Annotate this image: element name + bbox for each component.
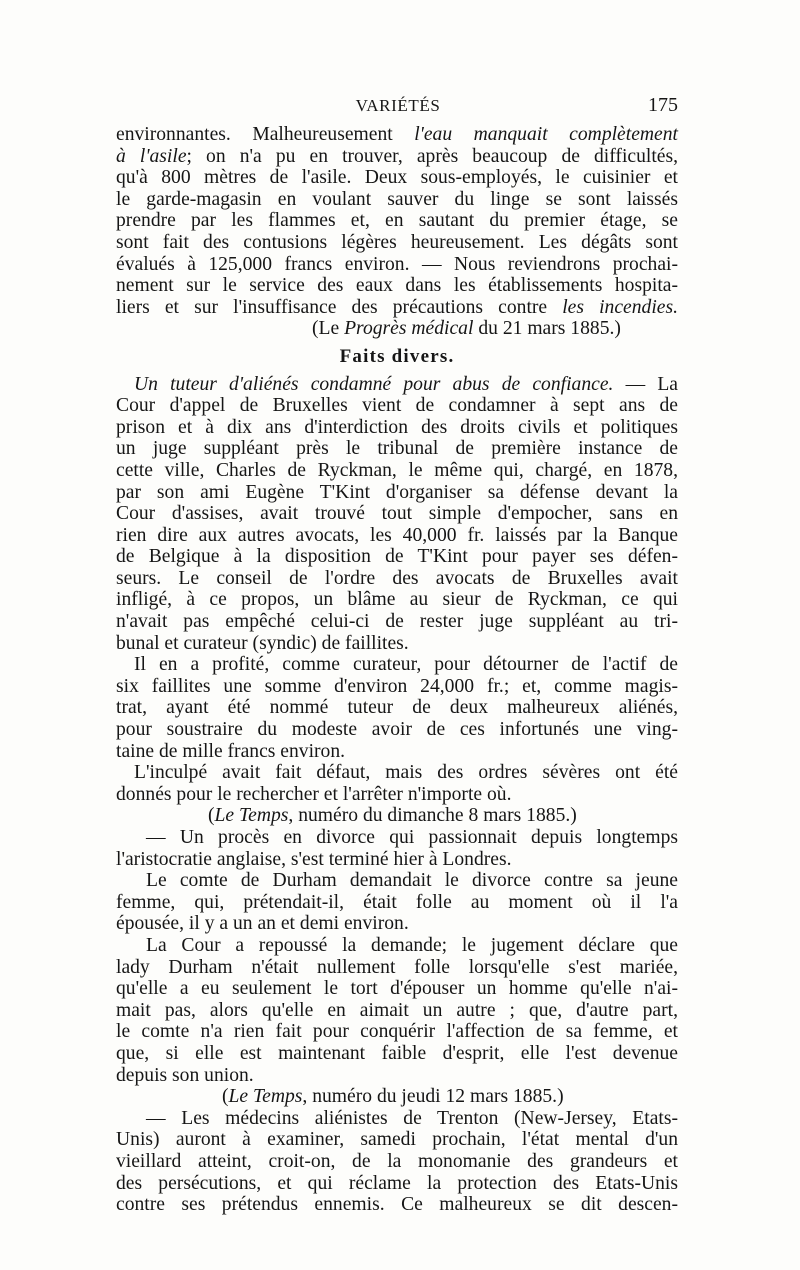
text-line: — Un procès en divorce qui passionnait depuis longtemps: [146, 827, 678, 848]
text-line: depuis son union.: [116, 1064, 254, 1086]
text-line: Le comte de Durham demandait le divorce contre sa jeune: [146, 870, 678, 892]
italic-run: l'eau manquait complètement: [414, 124, 678, 145]
text-run: environnantes. Malheureusement: [116, 124, 415, 145]
section-heading: Faits divers.: [339, 345, 455, 367]
italic-run: Progrès médical: [344, 318, 474, 340]
text-line: [116, 374, 678, 396]
italic-run: les incendies.: [562, 296, 678, 318]
italic-run: Un tuteur d'aliénés condamné pour abus de confiance.: [134, 373, 614, 395]
text-line: bunal et curateur (syndic) de faillites.: [116, 632, 409, 654]
text-line: cette ville, Charles de Ryckman, le même qui, chargé, en 1878,: [116, 459, 678, 481]
italic-run: Le Temps: [214, 805, 289, 827]
text-line: taine de mille francs environ.: [116, 740, 346, 762]
text-line: pour soustraire du modeste avoir de ces infortunés une ving-: [116, 719, 678, 741]
text-line: seurs. Le conseil de l'ordre des avocats de Bruxelles avait: [116, 567, 678, 589]
source-citation: [116, 805, 678, 827]
running-head: [118, 94, 678, 124]
text-line: femme, qui, prétendait-il, était folle au moment où il l'a: [116, 891, 678, 913]
text-run: ; on n'a pu en trouver, après beaucoup de difficultés,: [186, 145, 678, 167]
text-line: le garde-magasin en voulant sauver du linge se sont laissés: [116, 188, 678, 210]
text-line: que, si elle est maintenant faible d'esprit, elle l'est devenue: [116, 1042, 678, 1064]
text-run: , numéro du jeudi 12 mars 1885.): [302, 1086, 564, 1108]
italic-run: Le Temps: [228, 1086, 303, 1108]
text-line: Cour d'assises, avait trouvé tout simple d'empocher, sans en: [116, 503, 678, 525]
text-line: — Les médecins aliénistes de Trenton (New-Jersey, Etats-: [146, 1107, 678, 1129]
text-line: L'inculpé avait fait défaut, mais des ordres sévères ont été: [134, 762, 678, 784]
text-line: qu'à 800 mètres de l'asile. Deux sous-employés, le cuisinier et: [116, 167, 678, 189]
source-citation: [116, 318, 678, 340]
text-line: infligé, à ce propos, un blâme au sieur de Ryckman, ce qui: [116, 589, 678, 611]
text-line: évalués à 125,000 francs environ. — Nous reviendrons prochai-: [116, 253, 678, 275]
text-line: l'aristocratie anglaise, s'est terminé hier à Londres.: [116, 848, 512, 870]
text-line: lady Durham n'était nullement folle lorsqu'elle s'est mariée,: [116, 956, 678, 978]
text-line: épousée, il y a un an et demi environ.: [116, 913, 409, 935]
text-line: Unis) auront à examiner, samedi prochain, l'état mental d'un: [116, 1129, 678, 1151]
text-line: Cour d'appel de Bruxelles vient de condamner à sept ans de: [116, 395, 678, 417]
text-line: de Belgique à la disposition de T'Kint pour payer ses défen-: [116, 546, 678, 568]
text-line: donnés pour le rechercher et l'arrêter n'importe où.: [116, 783, 512, 805]
text-line: prendre par les flammes et, en sautant du premier étage, se: [116, 210, 678, 232]
text-line: [116, 297, 678, 319]
italic-run: à l'asile: [116, 145, 187, 167]
text-run: (Le: [312, 318, 345, 340]
text-run: — La: [613, 373, 678, 395]
text-line: des persécutions, et qui réclame la protection des Etats-Unis: [116, 1172, 678, 1194]
text-line: trat, ayant été nommé tuteur de deux malheureux aliénés,: [116, 697, 678, 719]
text-line: [116, 124, 678, 146]
body-text: [116, 124, 678, 1216]
text-line: contre ses prétendus ennemis. Ce malheureux se dit descen-: [116, 1194, 678, 1216]
text-run: , numéro du dimanche 8 mars 1885.): [288, 805, 577, 827]
text-run: du 21 mars 1885.): [473, 318, 621, 340]
text-line: Il en a profité, comme curateur, pour détourner de l'actif de: [134, 654, 678, 676]
source-citation: [116, 1086, 678, 1108]
text-line: [116, 146, 678, 168]
text-line: La Cour a repoussé la demande; le jugement déclare que: [146, 934, 678, 956]
text-run: (: [222, 1086, 229, 1108]
text-run: liers et sur l'insuffisance des précautions contre: [116, 296, 563, 318]
text-line: prison et à dix ans d'interdiction des droits civils et politiques: [116, 416, 678, 438]
text-line: un juge suppléant près le tribunal de première instance de: [116, 438, 678, 460]
text-line: le comte n'a rien fait pour conquérir l'affection de sa femme, et: [116, 1021, 678, 1043]
running-title: VARIÉTÉS: [355, 96, 441, 115]
text-line: mait pas, alors qu'elle en aimait un autre ; que, d'autre part,: [116, 999, 678, 1021]
text-line: rien dire aux autres avocats, les 40,000 fr. laissés par la Banque: [116, 524, 678, 546]
text-line: vieillard atteint, croit-on, de la monomanie des grandeurs et: [116, 1150, 678, 1172]
text-line: sont fait des contusions légères heureusement. Les dégâts sont: [116, 231, 678, 253]
text-run: (: [208, 805, 215, 827]
text-line: par son ami Eugène T'Kint d'organiser sa défense devant la: [116, 481, 678, 503]
text-line: n'avait pas empêché celui-ci de rester juge suppléant au tri-: [116, 611, 678, 633]
text-line: nement sur le service des eaux dans les établissements hospita-: [116, 275, 678, 297]
text-line: six faillites une somme d'environ 24,000 fr.; et, comme magis-: [116, 675, 678, 697]
text-line: qu'elle a eu seulement le tort d'épouser un homme qu'elle n'ai-: [116, 978, 678, 1000]
page-number: 175: [648, 94, 678, 116]
